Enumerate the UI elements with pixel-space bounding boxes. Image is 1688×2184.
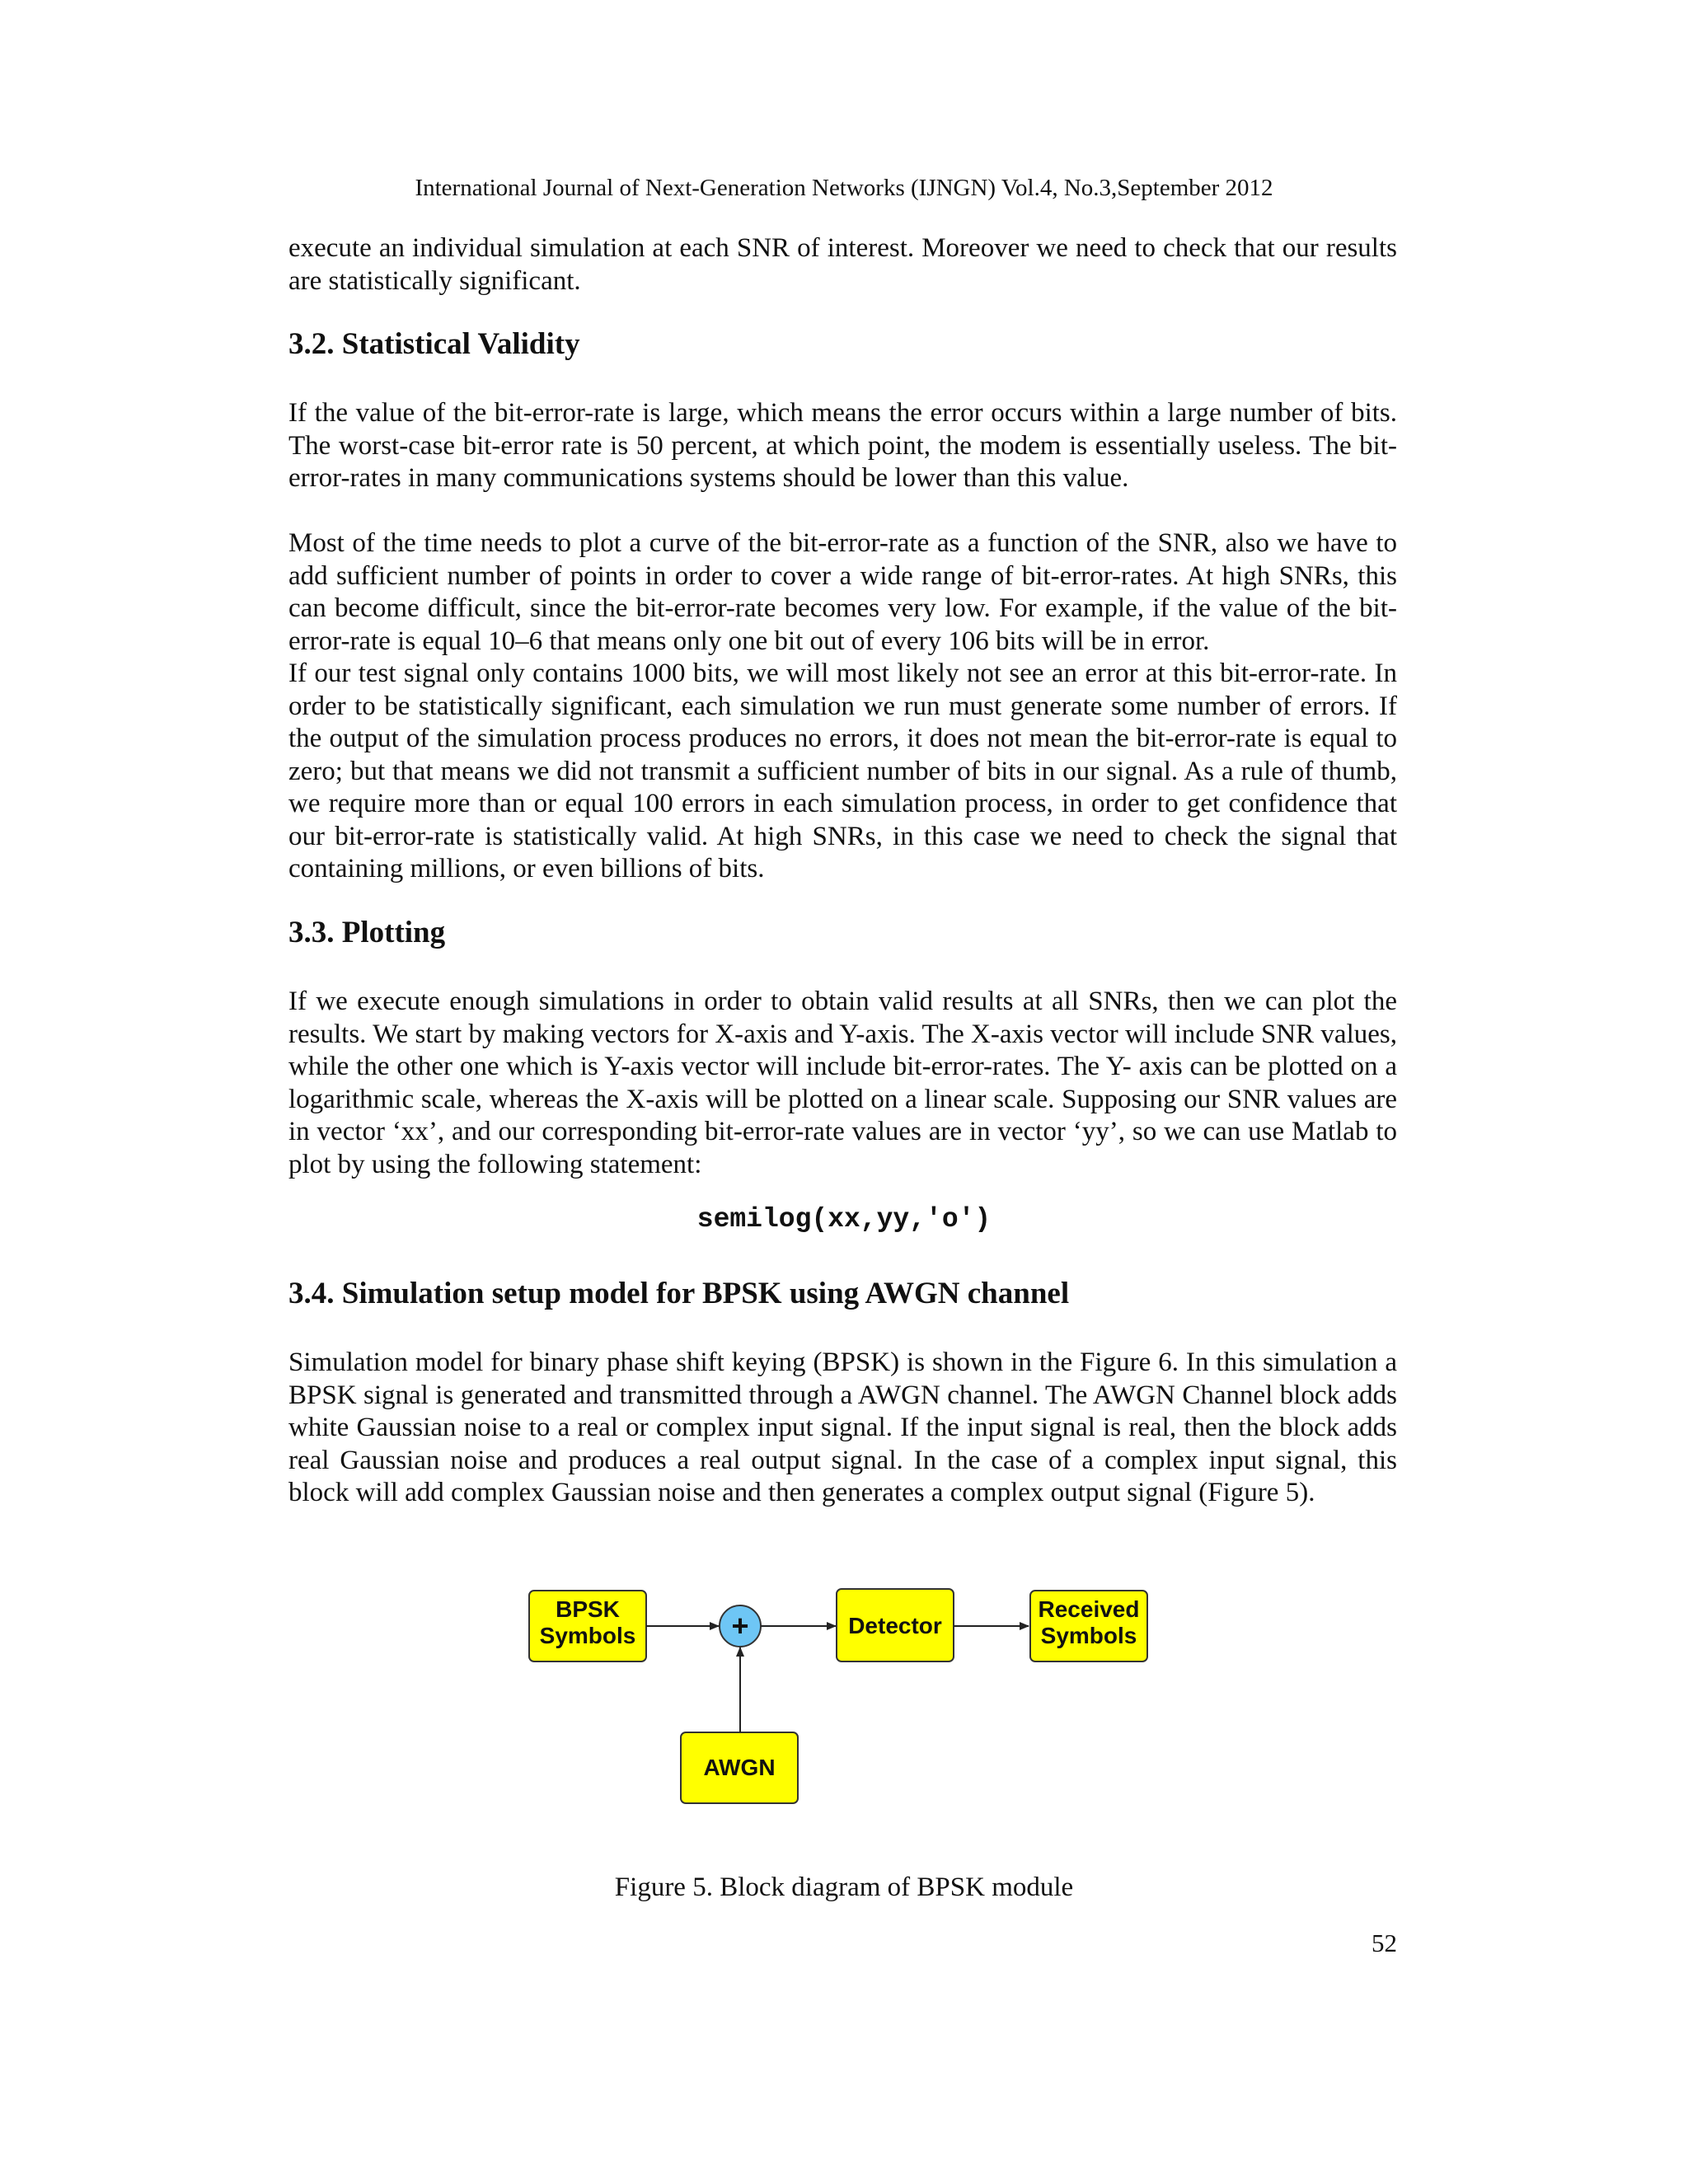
intro-paragraph: execute an individual simulation at each SNR of interest. Moreover we need to check that our results are statistically significant. bbox=[288, 233, 1397, 296]
bpsk-symbols-block bbox=[529, 1591, 646, 1661]
awgn-block bbox=[681, 1732, 798, 1803]
figure-caption: Figure 5. Block diagram of BPSK module bbox=[614, 1872, 1074, 1902]
received-symbols-block bbox=[1030, 1591, 1147, 1661]
bpsk-symbols-label-line1: BPSK bbox=[556, 1596, 620, 1622]
heading-statistical-validity: 3.2. Statistical Validity bbox=[288, 327, 580, 361]
received-symbols-label-line1: Received bbox=[1038, 1596, 1140, 1622]
adder-plus-label: + bbox=[731, 1609, 749, 1643]
awgn-label: AWGN bbox=[703, 1755, 776, 1780]
paragraph-statistical-validity-3: If our test signal only contains 1000 bits, we will most likely not see an error at this bit-error-rate. In order to be statistically significant, each simulation we run must generate some number of errors. If the output of the simulation process produces no errors, it does not mean the bit-error-rate is equal to zero; but that means we did not transmit a sufficient number of bits in our signal. As a rule of thumb, we require more than or equal 100 errors in each simulation process, in order to get confidence that our bit-error-rate is statistically valid. At high SNRs, in this case we need to check the signal that containing millions, or even billions of bits. bbox=[288, 658, 1397, 883]
detector-block bbox=[837, 1589, 954, 1661]
heading-simulation-setup: 3.4. Simulation setup model for BPSK using AWGN channel bbox=[288, 1277, 1070, 1310]
adder-block bbox=[720, 1605, 761, 1647]
journal-header: International Journal of Next-Generation Networks (IJNGN) Vol.4, No.3,September 2012 bbox=[415, 175, 1273, 201]
received-symbols-label-line2: Symbols bbox=[1040, 1623, 1137, 1648]
detector-label: Detector bbox=[848, 1613, 942, 1638]
page-number: 52 bbox=[1372, 1929, 1397, 1957]
paragraph-statistical-validity-1: If the value of the bit-error-rate is large, which means the error occurs within a large number of bits. The worst-case bit-error rate is 50 percent, at which point, the modem is essentially useless. The bit-error-rates in many communications systems should be lower than this value. bbox=[288, 398, 1397, 493]
paragraph-statistical-validity-2: Most of the time needs to plot a curve of the bit-error-rate as a function of the SNR, also we have to add sufficient number of points in order to cover a wide range of bit-error-rates. At high SNRs, this can become difficult, since the bit-error-rate becomes very low. For example, if the value of the bit-error-rate is equal 10–6 that means only one bit out of every 106 bits will be in error. bbox=[288, 528, 1397, 656]
matlab-code-statement: semilog(xx,yy,'o') bbox=[696, 1204, 992, 1235]
heading-plotting: 3.3. Plotting bbox=[288, 916, 446, 949]
paragraph-simulation-setup: Simulation model for binary phase shift keying (BPSK) is shown in the Figure 6. In this simulation a BPSK signal is generated and transmitted through a AWGN channel. The AWGN Channel block adds white Gaussian noise to a real or complex input signal. If the input signal is real, then the block adds real Gaussian noise and produces a real output signal. In the case of a complex input signal, this block will add complex Gaussian noise and then generates a complex output signal (Figure 5). bbox=[288, 1347, 1397, 1507]
paragraph-plotting: If we execute enough simulations in order to obtain valid results at all SNRs, then we can plot the results. We start by making vectors for X-axis and Y-axis. The X-axis vector will include SNR values, while the other one which is Y-axis vector will include bit-error-rates. The Y- axis can be plotted on a logarithmic scale, whereas the X-axis will be plotted on a linear scale. Supposing our SNR values are in vector ‘xx’, and our corresponding bit-error-rate values are in vector ‘yy’, so we can use Matlab to plot by using the following statement: bbox=[288, 987, 1397, 1179]
bpsk-symbols-label-line2: Symbols bbox=[539, 1623, 636, 1648]
